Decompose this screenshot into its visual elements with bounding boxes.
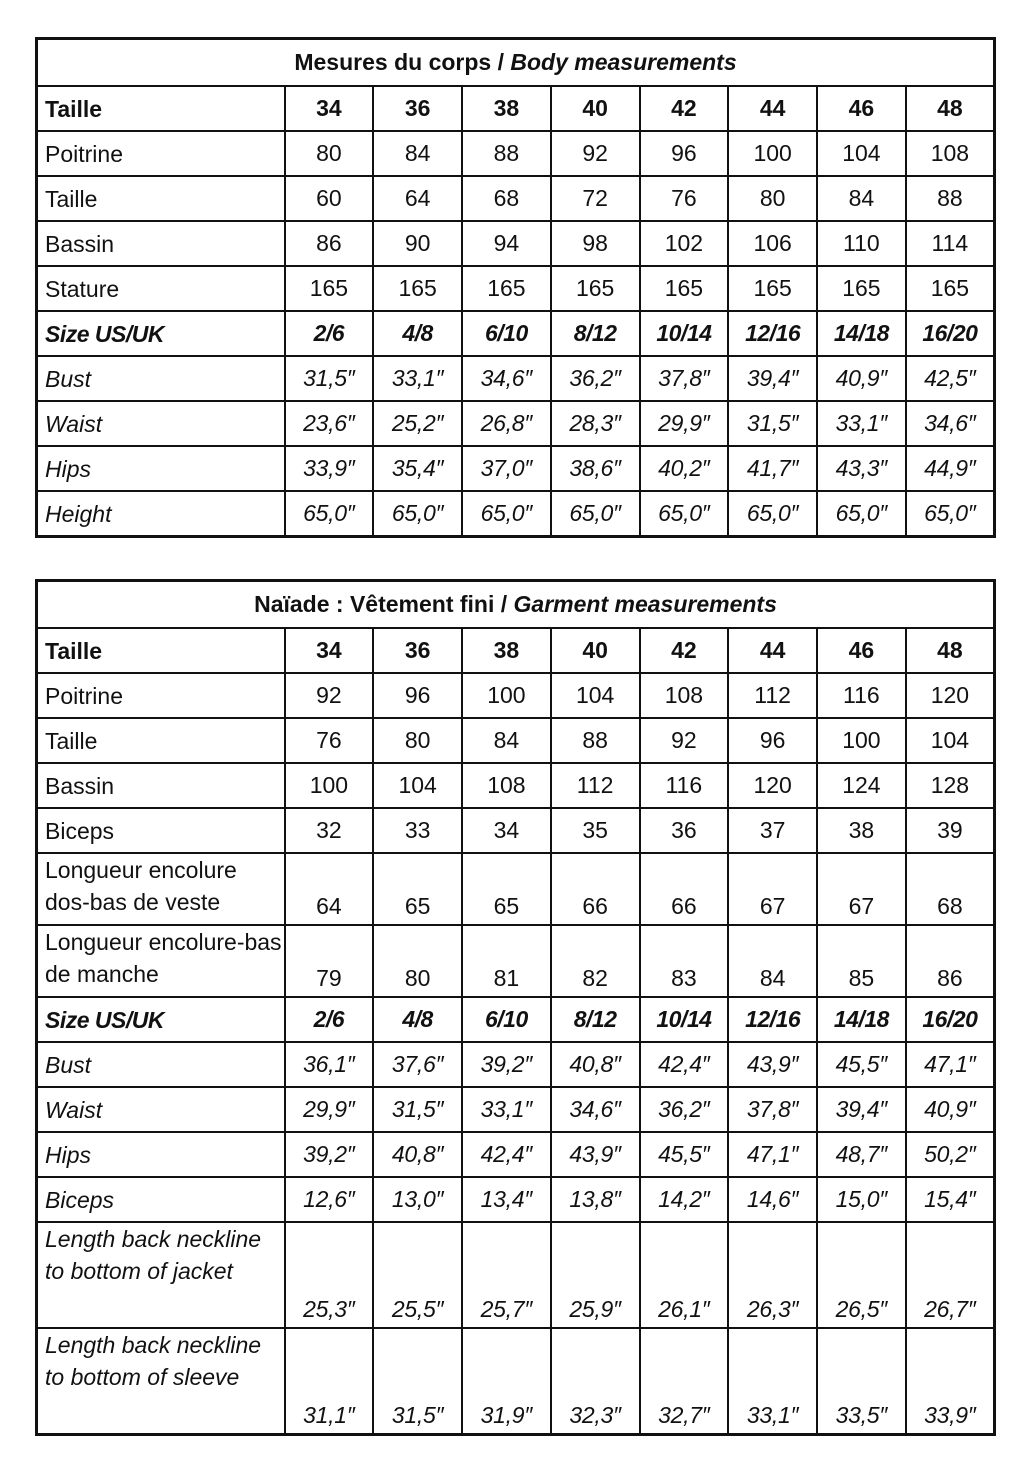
row-label: Stature bbox=[37, 266, 285, 311]
value-cell: 36,2″ bbox=[551, 356, 640, 401]
value-cell: 104 bbox=[817, 131, 906, 176]
value-cell: 104 bbox=[906, 718, 995, 763]
value-cell: 8/12 bbox=[551, 311, 640, 356]
value-cell: 33,1″ bbox=[728, 1328, 817, 1435]
value-cell: 42,5″ bbox=[906, 356, 995, 401]
row-label: Bust bbox=[37, 356, 285, 401]
value-cell: 108 bbox=[906, 131, 995, 176]
value-cell: 104 bbox=[373, 763, 462, 808]
row-label: Taille bbox=[37, 86, 285, 131]
value-cell: 33,1″ bbox=[462, 1087, 551, 1132]
value-cell: 44 bbox=[728, 86, 817, 131]
value-cell: 64 bbox=[373, 176, 462, 221]
title-english: Garment measurements bbox=[513, 591, 777, 617]
value-cell: 10/14 bbox=[640, 311, 729, 356]
value-cell: 50,2″ bbox=[906, 1132, 995, 1177]
row-label: Hips bbox=[37, 1132, 285, 1177]
value-cell: 34 bbox=[462, 808, 551, 853]
value-cell: 40,8″ bbox=[373, 1132, 462, 1177]
value-cell: 40 bbox=[551, 86, 640, 131]
table-row bbox=[37, 718, 995, 763]
value-cell: 13,8″ bbox=[551, 1177, 640, 1222]
value-cell: 84 bbox=[373, 131, 462, 176]
value-cell: 124 bbox=[817, 763, 906, 808]
value-cell: 100 bbox=[728, 131, 817, 176]
value-cell: 33,9″ bbox=[285, 446, 374, 491]
value-cell: 8/12 bbox=[551, 997, 640, 1042]
value-cell: 165 bbox=[728, 266, 817, 311]
value-cell: 6/10 bbox=[462, 997, 551, 1042]
value-cell: 65,0″ bbox=[373, 491, 462, 537]
value-cell: 6/10 bbox=[462, 311, 551, 356]
value-cell: 68 bbox=[462, 176, 551, 221]
table-row bbox=[37, 1177, 995, 1222]
value-cell: 37 bbox=[728, 808, 817, 853]
value-cell: 80 bbox=[373, 925, 462, 997]
value-cell: 98 bbox=[551, 221, 640, 266]
value-cell: 48,7″ bbox=[817, 1132, 906, 1177]
value-cell: 40,9″ bbox=[906, 1087, 995, 1132]
table-row bbox=[37, 266, 995, 311]
table-row bbox=[37, 925, 995, 997]
value-cell: 38,6″ bbox=[551, 446, 640, 491]
value-cell: 80 bbox=[373, 718, 462, 763]
value-cell: 104 bbox=[551, 673, 640, 718]
value-cell: 15,0″ bbox=[817, 1177, 906, 1222]
value-cell: 114 bbox=[906, 221, 995, 266]
value-cell: 112 bbox=[728, 673, 817, 718]
value-cell: 42 bbox=[640, 86, 729, 131]
value-cell: 65,0″ bbox=[640, 491, 729, 537]
value-cell: 31,1″ bbox=[285, 1328, 374, 1435]
title-english: Body measurements bbox=[510, 49, 737, 75]
value-cell: 46 bbox=[817, 86, 906, 131]
value-cell: 85 bbox=[817, 925, 906, 997]
table-row bbox=[37, 446, 995, 491]
value-cell: 45,5″ bbox=[640, 1132, 729, 1177]
value-cell: 4/8 bbox=[373, 997, 462, 1042]
value-cell: 2/6 bbox=[285, 997, 374, 1042]
value-cell: 48 bbox=[906, 628, 995, 673]
value-cell: 25,9″ bbox=[551, 1222, 640, 1328]
value-cell: 43,3″ bbox=[817, 446, 906, 491]
value-cell: 84 bbox=[728, 925, 817, 997]
value-cell: 14/18 bbox=[817, 311, 906, 356]
value-cell: 108 bbox=[462, 763, 551, 808]
value-cell: 84 bbox=[462, 718, 551, 763]
value-cell: 100 bbox=[285, 763, 374, 808]
value-cell: 37,8″ bbox=[640, 356, 729, 401]
value-cell: 67 bbox=[728, 853, 817, 925]
value-cell: 33 bbox=[373, 808, 462, 853]
value-cell: 12/16 bbox=[728, 311, 817, 356]
value-cell: 37,8″ bbox=[728, 1087, 817, 1132]
row-label: Poitrine bbox=[37, 131, 285, 176]
value-cell: 102 bbox=[640, 221, 729, 266]
value-cell: 25,2″ bbox=[373, 401, 462, 446]
value-cell: 65,0″ bbox=[906, 491, 995, 537]
value-cell: 39,4″ bbox=[817, 1087, 906, 1132]
us-size-header-row bbox=[37, 311, 995, 356]
value-cell: 34 bbox=[285, 86, 374, 131]
value-cell: 31,5″ bbox=[373, 1328, 462, 1435]
value-cell: 32,7″ bbox=[640, 1328, 729, 1435]
value-cell: 94 bbox=[462, 221, 551, 266]
table-row bbox=[37, 401, 995, 446]
value-cell: 28,3″ bbox=[551, 401, 640, 446]
value-cell: 165 bbox=[462, 266, 551, 311]
value-cell: 60 bbox=[285, 176, 374, 221]
row-label: Size US/UK bbox=[37, 997, 285, 1042]
value-cell: 39,2″ bbox=[462, 1042, 551, 1087]
value-cell: 26,8″ bbox=[462, 401, 551, 446]
table-row bbox=[37, 808, 995, 853]
value-cell: 116 bbox=[640, 763, 729, 808]
value-cell: 36,2″ bbox=[640, 1087, 729, 1132]
value-cell: 165 bbox=[285, 266, 374, 311]
value-cell: 165 bbox=[373, 266, 462, 311]
value-cell: 42 bbox=[640, 628, 729, 673]
value-cell: 86 bbox=[285, 221, 374, 266]
value-cell: 65,0″ bbox=[728, 491, 817, 537]
value-cell: 34 bbox=[285, 628, 374, 673]
value-cell: 33,1″ bbox=[817, 401, 906, 446]
value-cell: 108 bbox=[640, 673, 729, 718]
value-cell: 68 bbox=[906, 853, 995, 925]
value-cell: 25,3″ bbox=[285, 1222, 374, 1328]
value-cell: 79 bbox=[285, 925, 374, 997]
row-label: Bassin bbox=[37, 221, 285, 266]
row-label: Length back neckline to bottom of jacket bbox=[37, 1222, 285, 1328]
value-cell: 34,6″ bbox=[906, 401, 995, 446]
row-label: Taille bbox=[37, 176, 285, 221]
value-cell: 120 bbox=[728, 763, 817, 808]
value-cell: 120 bbox=[906, 673, 995, 718]
value-cell: 42,4″ bbox=[640, 1042, 729, 1087]
value-cell: 65,0″ bbox=[551, 491, 640, 537]
table-row bbox=[37, 1328, 995, 1435]
table-row bbox=[37, 356, 995, 401]
value-cell: 65 bbox=[462, 853, 551, 925]
garment-measurements-table bbox=[35, 579, 996, 1436]
value-cell: 36 bbox=[640, 808, 729, 853]
value-cell: 25,5″ bbox=[373, 1222, 462, 1328]
value-cell: 26,3″ bbox=[728, 1222, 817, 1328]
value-cell: 35 bbox=[551, 808, 640, 853]
value-cell: 92 bbox=[640, 718, 729, 763]
value-cell: 86 bbox=[906, 925, 995, 997]
size-header-row bbox=[37, 86, 995, 131]
value-cell: 29,9″ bbox=[640, 401, 729, 446]
value-cell: 65 bbox=[373, 853, 462, 925]
row-label: Longueur encolure-bas de manche bbox=[37, 925, 285, 997]
value-cell: 65,0″ bbox=[285, 491, 374, 537]
value-cell: 67 bbox=[817, 853, 906, 925]
table-row bbox=[37, 1087, 995, 1132]
value-cell: 46 bbox=[817, 628, 906, 673]
row-label: Bassin bbox=[37, 763, 285, 808]
value-cell: 14,2″ bbox=[640, 1177, 729, 1222]
value-cell: 34,6″ bbox=[462, 356, 551, 401]
value-cell: 165 bbox=[551, 266, 640, 311]
value-cell: 33,1″ bbox=[373, 356, 462, 401]
table-row bbox=[37, 763, 995, 808]
value-cell: 80 bbox=[728, 176, 817, 221]
value-cell: 100 bbox=[462, 673, 551, 718]
value-cell: 41,7″ bbox=[728, 446, 817, 491]
value-cell: 72 bbox=[551, 176, 640, 221]
value-cell: 35,4″ bbox=[373, 446, 462, 491]
value-cell: 4/8 bbox=[373, 311, 462, 356]
value-cell: 88 bbox=[906, 176, 995, 221]
value-cell: 2/6 bbox=[285, 311, 374, 356]
value-cell: 84 bbox=[817, 176, 906, 221]
value-cell: 33,5″ bbox=[817, 1328, 906, 1435]
value-cell: 26,5″ bbox=[817, 1222, 906, 1328]
value-cell: 38 bbox=[817, 808, 906, 853]
value-cell: 110 bbox=[817, 221, 906, 266]
value-cell: 65,0″ bbox=[817, 491, 906, 537]
row-label: Waist bbox=[37, 401, 285, 446]
value-cell: 66 bbox=[640, 853, 729, 925]
value-cell: 40,2″ bbox=[640, 446, 729, 491]
value-cell: 81 bbox=[462, 925, 551, 997]
value-cell: 96 bbox=[728, 718, 817, 763]
row-label: Longueur encolure dos-bas de veste bbox=[37, 853, 285, 925]
value-cell: 26,7″ bbox=[906, 1222, 995, 1328]
value-cell: 92 bbox=[551, 131, 640, 176]
value-cell: 29,9″ bbox=[285, 1087, 374, 1132]
value-cell: 42,4″ bbox=[462, 1132, 551, 1177]
row-label: Size US/UK bbox=[37, 311, 285, 356]
value-cell: 165 bbox=[906, 266, 995, 311]
value-cell: 43,9″ bbox=[728, 1042, 817, 1087]
row-label: Length back neckline to bottom of sleeve bbox=[37, 1328, 285, 1435]
title-french: Mesures du corps / bbox=[294, 49, 511, 75]
value-cell: 36,1″ bbox=[285, 1042, 374, 1087]
value-cell: 37,6″ bbox=[373, 1042, 462, 1087]
value-cell: 100 bbox=[817, 718, 906, 763]
value-cell: 116 bbox=[817, 673, 906, 718]
row-label: Waist bbox=[37, 1087, 285, 1132]
size-header-row bbox=[37, 628, 995, 673]
value-cell: 96 bbox=[640, 131, 729, 176]
value-cell: 47,1″ bbox=[906, 1042, 995, 1087]
table-title bbox=[37, 39, 995, 87]
value-cell: 64 bbox=[285, 853, 374, 925]
value-cell: 33,9″ bbox=[906, 1328, 995, 1435]
value-cell: 80 bbox=[285, 131, 374, 176]
value-cell: 90 bbox=[373, 221, 462, 266]
value-cell: 31,5″ bbox=[728, 401, 817, 446]
value-cell: 96 bbox=[373, 673, 462, 718]
value-cell: 38 bbox=[462, 628, 551, 673]
value-cell: 66 bbox=[551, 853, 640, 925]
value-cell: 92 bbox=[285, 673, 374, 718]
value-cell: 106 bbox=[728, 221, 817, 266]
value-cell: 37,0″ bbox=[462, 446, 551, 491]
value-cell: 43,9″ bbox=[551, 1132, 640, 1177]
value-cell: 44 bbox=[728, 628, 817, 673]
value-cell: 39,2″ bbox=[285, 1132, 374, 1177]
value-cell: 12,6″ bbox=[285, 1177, 374, 1222]
row-label: Taille bbox=[37, 628, 285, 673]
value-cell: 32 bbox=[285, 808, 374, 853]
table-row bbox=[37, 221, 995, 266]
value-cell: 14,6″ bbox=[728, 1177, 817, 1222]
table-row bbox=[37, 1042, 995, 1087]
table-row bbox=[37, 1132, 995, 1177]
value-cell: 88 bbox=[462, 131, 551, 176]
value-cell: 82 bbox=[551, 925, 640, 997]
row-label: Biceps bbox=[37, 1177, 285, 1222]
value-cell: 31,5″ bbox=[373, 1087, 462, 1132]
value-cell: 65,0″ bbox=[462, 491, 551, 537]
row-label: Taille bbox=[37, 718, 285, 763]
value-cell: 12/16 bbox=[728, 997, 817, 1042]
value-cell: 165 bbox=[817, 266, 906, 311]
row-label: Height bbox=[37, 491, 285, 537]
row-label: Bust bbox=[37, 1042, 285, 1087]
table-row bbox=[37, 853, 995, 925]
value-cell: 26,1″ bbox=[640, 1222, 729, 1328]
value-cell: 14/18 bbox=[817, 997, 906, 1042]
value-cell: 88 bbox=[551, 718, 640, 763]
body-measurements-table bbox=[35, 37, 996, 538]
value-cell: 40 bbox=[551, 628, 640, 673]
value-cell: 36 bbox=[373, 86, 462, 131]
value-cell: 40,8″ bbox=[551, 1042, 640, 1087]
table-title bbox=[37, 581, 995, 629]
value-cell: 34,6″ bbox=[551, 1087, 640, 1132]
us-size-header-row bbox=[37, 997, 995, 1042]
value-cell: 13,4″ bbox=[462, 1177, 551, 1222]
value-cell: 39 bbox=[906, 808, 995, 853]
table-row bbox=[37, 491, 995, 537]
value-cell: 40,9″ bbox=[817, 356, 906, 401]
value-cell: 83 bbox=[640, 925, 729, 997]
value-cell: 15,4″ bbox=[906, 1177, 995, 1222]
value-cell: 10/14 bbox=[640, 997, 729, 1042]
value-cell: 36 bbox=[373, 628, 462, 673]
value-cell: 76 bbox=[640, 176, 729, 221]
value-cell: 23,6″ bbox=[285, 401, 374, 446]
value-cell: 76 bbox=[285, 718, 374, 763]
title-french: Naïade : Vêtement fini / bbox=[254, 591, 514, 617]
value-cell: 45,5″ bbox=[817, 1042, 906, 1087]
value-cell: 128 bbox=[906, 763, 995, 808]
value-cell: 38 bbox=[462, 86, 551, 131]
value-cell: 13,0″ bbox=[373, 1177, 462, 1222]
value-cell: 16/20 bbox=[906, 311, 995, 356]
row-label: Hips bbox=[37, 446, 285, 491]
value-cell: 31,9″ bbox=[462, 1328, 551, 1435]
value-cell: 112 bbox=[551, 763, 640, 808]
table-row bbox=[37, 673, 995, 718]
value-cell: 44,9″ bbox=[906, 446, 995, 491]
value-cell: 165 bbox=[640, 266, 729, 311]
row-label: Poitrine bbox=[37, 673, 285, 718]
value-cell: 48 bbox=[906, 86, 995, 131]
value-cell: 25,7″ bbox=[462, 1222, 551, 1328]
table-row bbox=[37, 176, 995, 221]
value-cell: 32,3″ bbox=[551, 1328, 640, 1435]
table-row bbox=[37, 131, 995, 176]
value-cell: 47,1″ bbox=[728, 1132, 817, 1177]
value-cell: 31,5″ bbox=[285, 356, 374, 401]
value-cell: 39,4″ bbox=[728, 356, 817, 401]
table-row bbox=[37, 1222, 995, 1328]
row-label: Biceps bbox=[37, 808, 285, 853]
value-cell: 16/20 bbox=[906, 997, 995, 1042]
